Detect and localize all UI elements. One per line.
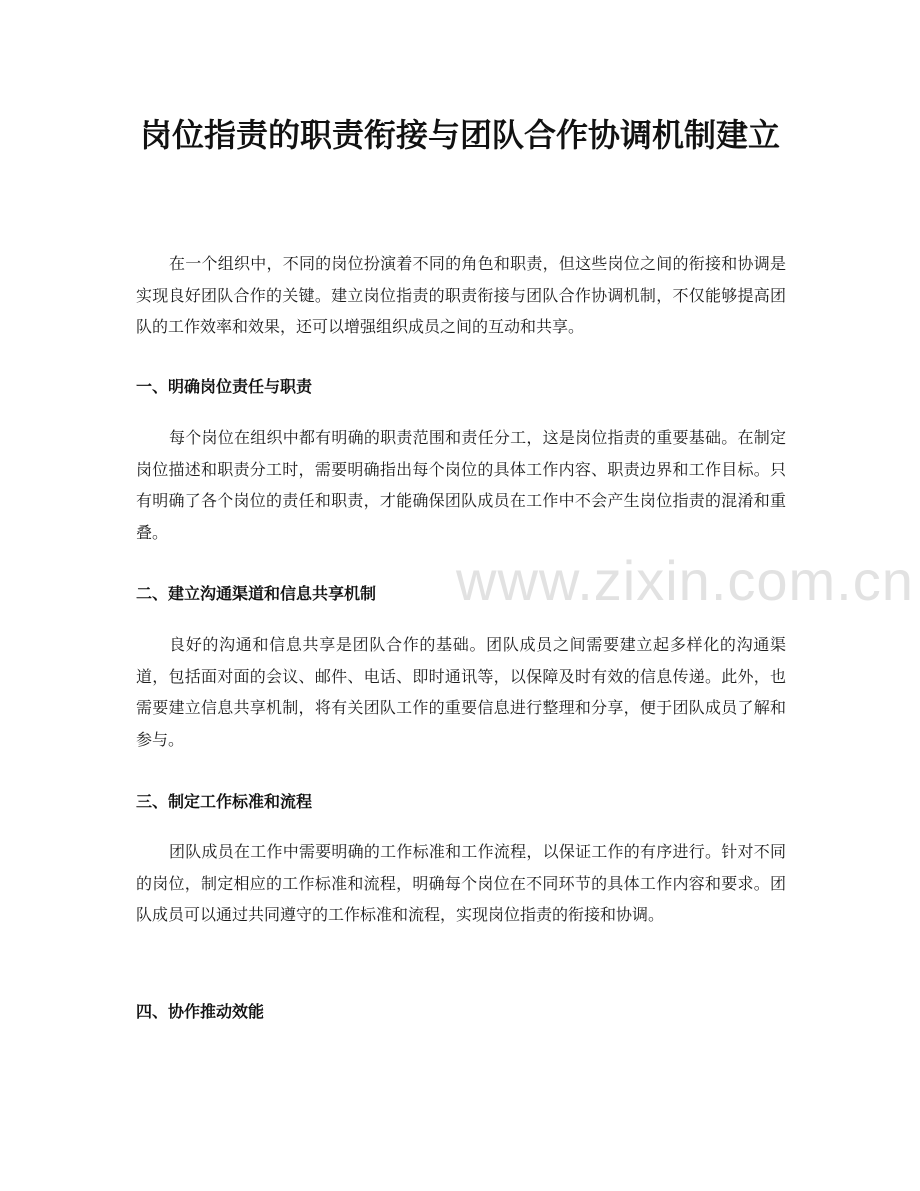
- section-4-heading: 四、协作推动效能: [136, 1002, 265, 1021]
- section-1-body: 每个岗位在组织中都有明确的职责范围和责任分工，这是岗位指责的重要基础。在制定岗位描述和职责分工时，需要明确指出每个岗位的具体工作内容、职责边界和工作目标。只有明确了各个岗位的责任和职责，才能确保团队成员在工作中不会产生岗位指责的混淆和重叠。: [136, 428, 786, 542]
- intro-paragraph: 在一个组织中，不同的岗位扮演着不同的角色和职责，但这些岗位之间的衔接和协调是实现良好团队合作的关键。建立岗位指责的职责衔接与团队合作协调机制，不仅能够提高团队的工作效率和效果，还可以增强组织成员之间的互动和共享。: [136, 254, 786, 336]
- section-3-heading: 三、制定工作标准和流程: [136, 792, 313, 811]
- section-2-heading: 二、建立沟通渠道和信息共享机制: [136, 584, 377, 603]
- watermark: www.zixin.com.cn: [456, 549, 914, 612]
- section-1-heading: 一、明确岗位责任与职责: [136, 377, 313, 396]
- document-title: 岗位指责的职责衔接与团队合作协调机制建立: [139, 116, 780, 154]
- section-2-body: 良好的沟通和信息共享是团队合作的基础。团队成员之间需要建立起多样化的沟通渠道，包括面对面的会议、邮件、电话、即时通讯等，以保障及时有效的信息传递。此外，也需要建立信息共享机制，将有关团队工作的重要信息进行整理和分享，便于团队成员了解和参与。: [136, 635, 786, 749]
- section-3-body: 团队成员在工作中需要明确的工作标准和工作流程，以保证工作的有序进行。针对不同的岗位，制定相应的工作标准和流程，明确每个岗位在不同环节的具体工作内容和要求。团队成员可以通过共同遵守的工作标准和流程，实现岗位指责的衔接和协调。: [136, 842, 786, 924]
